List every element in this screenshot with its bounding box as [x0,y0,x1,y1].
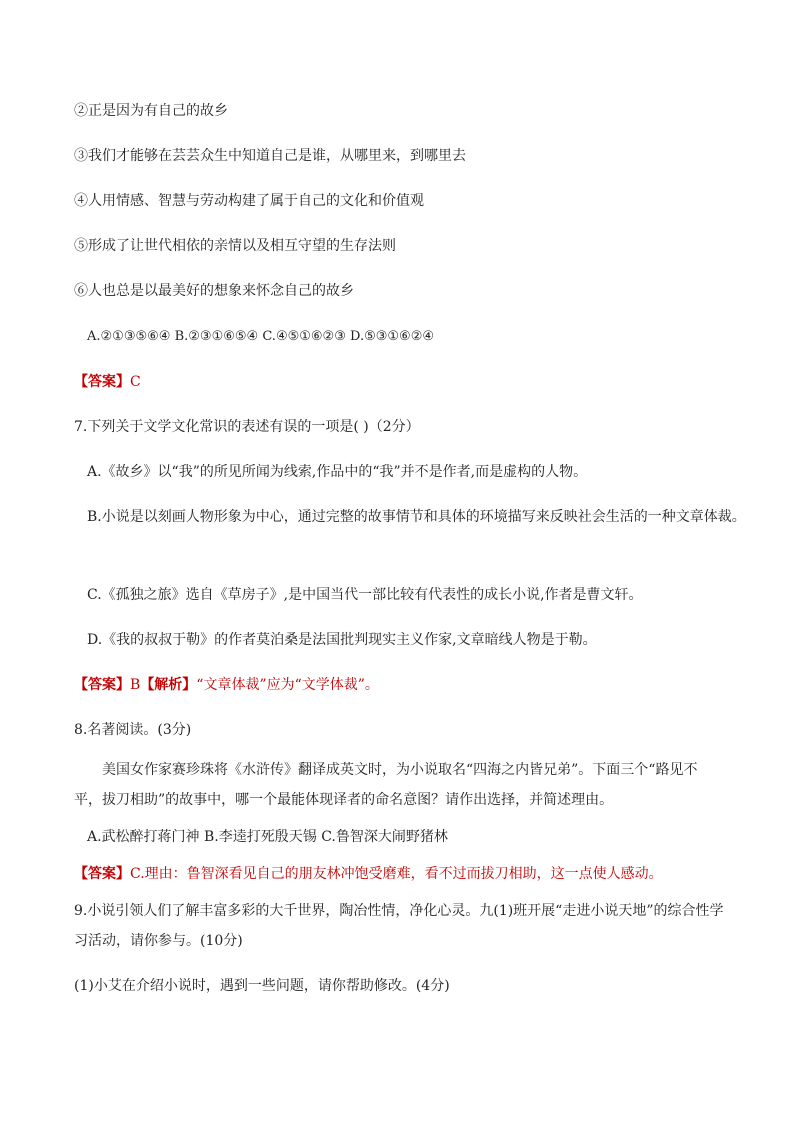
q8-answer [74,864,663,884]
item-4: ④人用情感、智慧与劳动构建了属于自己的文化和价值观 [74,193,424,209]
q8-stem: 8.名著阅读。(3分) [74,722,192,738]
q9-sub1: (1)小艾在介绍小说时，遇到一些问题，请你帮助修改。(4分) [74,978,450,994]
answer-label: 【答案】 [74,677,130,693]
answer-value: C.理由：鲁智深看见自己的朋友林冲饱受磨难，看不过而拔刀相助，这一点使人感动。 [130,866,663,882]
item-2: ②正是因为有自己的故乡 [74,103,228,119]
q8-options: A.武松醉打蒋门神 B.李逵打死殷天锡 C.鲁智深大闹野猪林 [87,829,448,845]
q8-text: 美国女作家赛珍珠将《水浒传》翻译成英文时，为小说取名“四海之内皆兄弟”。下面三个“路见不平，拔刀相助”的故事中，哪一个最能体现译者的命名意图？请作出选择，并简述理由。 [74,762,698,808]
item-3: ③我们才能够在芸芸众生中知道自己是谁，从哪里来，到哪里去 [74,148,466,164]
answer-value: C [130,374,141,390]
item-6: ⑥人也总是以最美好的想象来怀念自己的故乡 [74,283,354,299]
answer-value: B [130,677,141,693]
q9-stem: 9.小说引领人们了解丰富多彩的大千世界，陶冶性情，净化心灵。九(1)班开展“走进小说天地”的综合性学习活动，请你参与。(10分) [74,903,724,949]
answer-label: 【答案】 [74,866,130,882]
item-5: ⑤形成了让世代相依的亲情以及相互守望的生存法则 [74,238,396,254]
analysis-label: 【解析】 [140,677,197,693]
analysis-text: “文章体裁”应为“文学体裁”。 [196,677,379,693]
q6-options: A.②①③⑤⑥④ B.②③①⑥⑤④ C.④⑤①⑥②③ D.⑤③①⑥②④ [87,329,435,344]
q7-option-a: A.《故乡》以“我”的所见所闻为线索,作品中的“我”并不是作者,而是虚构的人物。 [87,464,588,480]
q7-stem: 7.下列关于文学文化常识的表述有误的一项是( )（2分） [74,419,420,435]
q7-answer [74,675,379,695]
q7-option-b: B.小说是以刻画人物形象为中心，通过完整的故事情节和具体的环境描写来反映社会生活的一种文章体裁。 [87,509,746,525]
q6-answer [74,372,141,392]
q7-option-d: D.《我的叔叔于勒》的作者莫泊桑是法国批判现实主义作家,文章暗线人物是于勒。 [87,632,597,648]
answer-label: 【答案】 [74,374,130,390]
q7-option-c: C.《孤独之旅》选自《草房子》,是中国当代一部比较有代表性的成长小说,作者是曹文轩。 [87,587,643,603]
